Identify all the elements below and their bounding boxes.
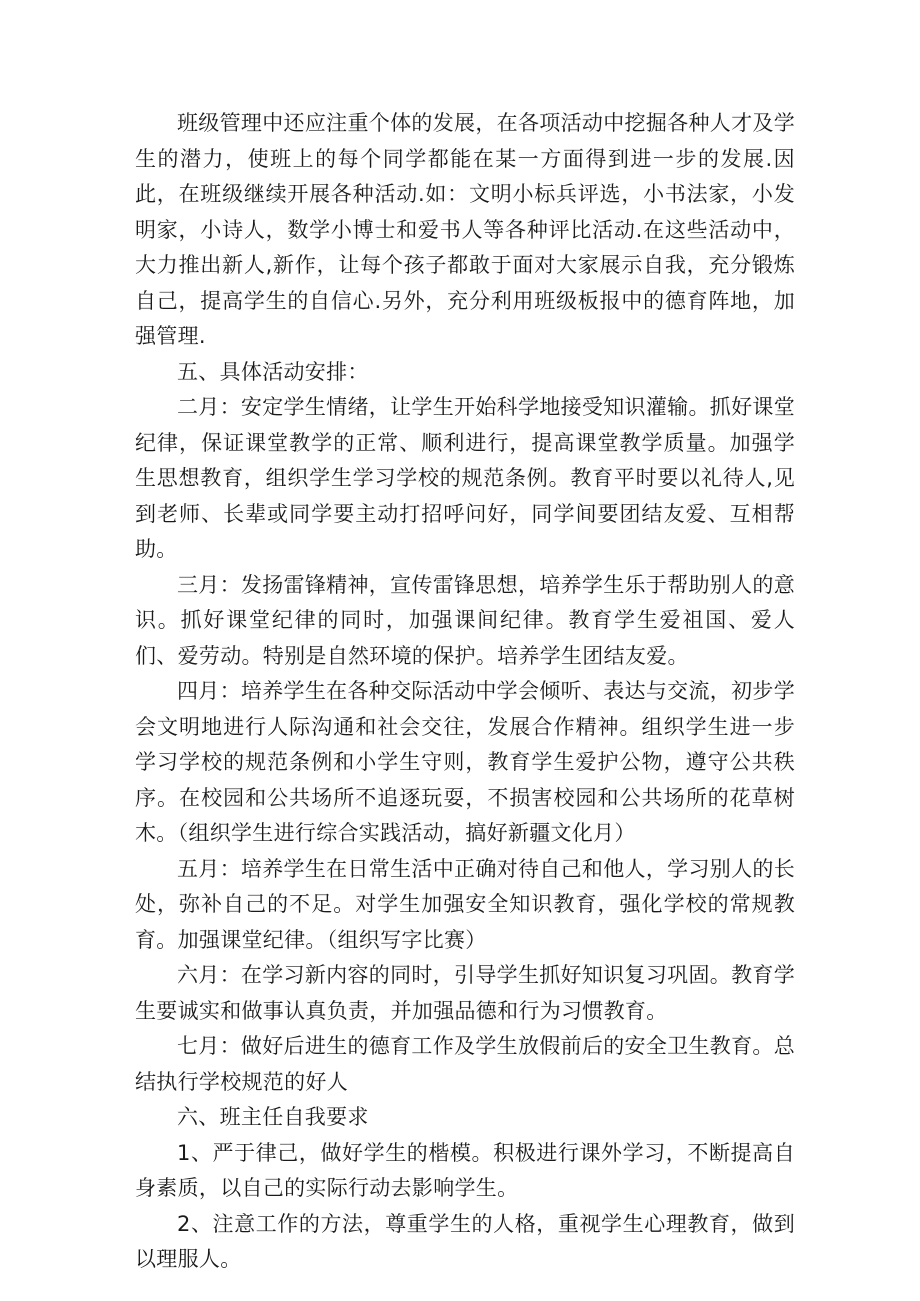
paragraph-requirement-2: 2、注意工作的方法，尊重学生的人格，重视学生心理教育，做到以理服人。 xyxy=(135,1211,795,1271)
paragraph-requirement-1: 1、严于律己，做好学生的楷模。积极进行课外学习，不断提高自身素质，以自己的实际行动去影响学生。 xyxy=(135,1140,795,1200)
paragraph-march: 三月：发扬雷锋精神，宣传雷锋思想，培养学生乐于帮助别人的意识。抓好课堂纪律的同时，加强课间纪律。教育学生爱祖国、爱人们、爱劳动。特别是自然环境的保护。培养学生团结友爱。 xyxy=(135,572,795,668)
document-page xyxy=(135,106,795,1278)
paragraph-april: 四月：培养学生在各种交际活动中学会倾听、表达与交流，初步学会文明地进行人际沟通和社会交往，发展合作精神。组织学生进一步学习学校的规范条例和小学生守则，教育学生爱护公物，遵守公共秩序。在校园和公共场所不追逐玩耍，不损害校园和公共场所的花草树木。（组织学生进行综合实践活动，搞好新疆文化月） xyxy=(135,679,795,845)
paragraph-february: 二月：安定学生情绪，让学生开始科学地接受知识灌输。抓好课堂纪律，保证课堂教学的正常、顺利进行，提高课堂教学质量。加强学生思想教育，组织学生学习学校的规范条例。教育平时要以礼待人,见到老师、长辈或同学要主动打招呼问好，同学间要团结友爱、互相帮助。 xyxy=(135,395,795,561)
paragraph-may: 五月：培养学生在日常生活中正确对待自己和他人，学习别人的长处，弥补自己的不足。对学生加强安全知识教育，强化学校的常规教育。加强课堂纪律。（组织写字比赛） xyxy=(135,856,795,952)
paragraph-june: 六月：在学习新内容的同时，引导学生抓好知识复习巩固。教育学生要诚实和做事认真负责，并加强品德和行为习惯教育。 xyxy=(135,963,795,1023)
paragraph-july: 七月：做好后进生的德育工作及学生放假前后的安全卫生教育。总结执行学校规范的好人 xyxy=(135,1034,795,1094)
heading-activity-schedule: 五、具体活动安排： xyxy=(177,359,369,384)
heading-teacher-requirements: 六、班主任自我要求 xyxy=(177,1105,369,1129)
paragraph-individual-development: 班级管理中还应注重个体的发展，在各项活动中挖掘各种人才及学生的潜力，使班上的每个同学都能在某一方面得到进一步的发展.因此，在班级继续开展各种活动.如：文明小标兵评选，小书法家，小发明家，小诗人，数学小博士和爱书人等各种评比活动.在这些活动中，大力推出新人,新作，让每个孩子都敢于面对大家展示自我，充分锻炼自己，提高学生的自信心.另外，充分利用班级板报中的德育阵地，加强管理. xyxy=(135,111,795,348)
